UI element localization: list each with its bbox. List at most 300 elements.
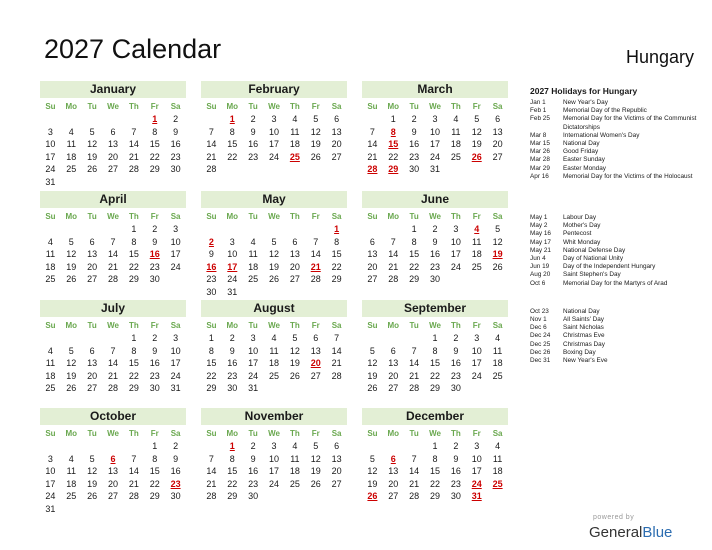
day-cell: 18 bbox=[66, 151, 77, 162]
holiday-item bbox=[530, 148, 700, 156]
holiday-name: Mother's Day bbox=[563, 222, 601, 230]
holiday-date: May 2 bbox=[530, 222, 548, 230]
day-cell: 12 bbox=[87, 139, 98, 150]
day-cell: 4 bbox=[68, 126, 74, 137]
day-cell: 27 bbox=[331, 478, 342, 489]
month-september bbox=[362, 300, 508, 395]
day-cell: 27 bbox=[367, 274, 378, 285]
day-cell-empty bbox=[103, 332, 124, 345]
weekday-label: Sa bbox=[170, 102, 181, 111]
holiday-list bbox=[530, 86, 700, 365]
holiday-name: Easter Monday bbox=[563, 164, 606, 172]
holiday-name: Day of the Independent Hungary bbox=[563, 263, 656, 271]
weekday-label: Tu bbox=[409, 429, 419, 438]
day-cell: 14 bbox=[206, 466, 217, 477]
day-cell: 11 bbox=[66, 139, 76, 150]
day-cell: 26 bbox=[66, 383, 77, 394]
holiday-name: National Defense Day bbox=[563, 246, 626, 254]
weekday-label: Tu bbox=[87, 212, 97, 221]
holiday-name: Good Friday bbox=[563, 148, 599, 156]
day-cell: 21 bbox=[367, 151, 378, 162]
day-cell: 21 bbox=[206, 151, 217, 162]
day-cell: 18 bbox=[492, 466, 503, 477]
holiday-name: Memorial Day for the Martyrs of Arad bbox=[563, 279, 668, 287]
day-grid bbox=[201, 440, 347, 503]
day-cell: 11 bbox=[290, 453, 300, 464]
day-cell: 1 bbox=[411, 224, 417, 234]
day-cell: 23 bbox=[149, 370, 160, 381]
weekday-label: Mo bbox=[226, 429, 239, 438]
day-grid bbox=[201, 113, 347, 176]
day-cell: 22 bbox=[149, 151, 160, 162]
day-cell: 8 bbox=[131, 345, 137, 356]
day-cell: 25 bbox=[45, 383, 56, 394]
weekday-label: Sa bbox=[492, 212, 503, 221]
weekday-label: Su bbox=[45, 321, 56, 330]
day-cell: 30 bbox=[409, 164, 420, 175]
day-cell: 20 bbox=[87, 370, 98, 381]
day-cell: 28 bbox=[206, 164, 217, 175]
holiday-day-cell: 29 bbox=[388, 164, 399, 175]
weekday-label: Mo bbox=[226, 212, 239, 221]
day-cell: 14 bbox=[128, 466, 139, 477]
holiday-day-cell: 20 bbox=[310, 358, 321, 369]
day-cell-empty bbox=[201, 113, 222, 126]
day-cell: 17 bbox=[269, 466, 280, 477]
holiday-date: Jan 1 bbox=[530, 99, 546, 106]
day-cell: 2 bbox=[173, 441, 179, 451]
day-cell: 9 bbox=[152, 345, 158, 356]
day-cell: 12 bbox=[310, 126, 321, 137]
day-cell-empty bbox=[305, 223, 326, 236]
holiday-item bbox=[530, 255, 700, 263]
day-cell: 12 bbox=[367, 466, 378, 477]
weekday-label: We bbox=[429, 212, 441, 221]
day-cell: 20 bbox=[367, 261, 378, 272]
day-cell: 4 bbox=[292, 441, 298, 451]
holiday-item bbox=[530, 316, 700, 324]
day-cell: 24 bbox=[450, 261, 461, 272]
day-cell: 27 bbox=[310, 370, 321, 381]
weekday-label: Tu bbox=[87, 429, 97, 438]
holiday-item bbox=[530, 271, 700, 279]
weekday-header bbox=[362, 427, 508, 440]
day-cell: 20 bbox=[289, 261, 300, 272]
day-cell: 31 bbox=[45, 503, 56, 514]
day-cell: 11 bbox=[492, 453, 503, 464]
day-cell: 16 bbox=[149, 358, 160, 369]
holiday-date: Dec 31 bbox=[530, 357, 551, 365]
day-cell: 7 bbox=[110, 236, 116, 247]
weekday-label: Th bbox=[128, 321, 139, 330]
day-cell: 1 bbox=[432, 333, 438, 343]
holiday-day-cell: 16 bbox=[149, 249, 160, 260]
day-cell: 25 bbox=[289, 478, 300, 489]
day-cell: 26 bbox=[310, 478, 321, 489]
day-cell: 15 bbox=[206, 358, 217, 369]
day-cell: 5 bbox=[89, 126, 95, 137]
day-cell-empty bbox=[243, 223, 264, 236]
day-cell: 5 bbox=[68, 236, 74, 247]
holiday-date: May 16 bbox=[530, 230, 551, 238]
holiday-date: Mar 26 bbox=[530, 148, 550, 156]
weekday-label: Su bbox=[45, 429, 56, 438]
day-cell: 1 bbox=[131, 333, 137, 343]
day-cell: 30 bbox=[248, 491, 259, 502]
weekday-label: Sa bbox=[170, 212, 181, 221]
day-cell: 23 bbox=[450, 478, 461, 489]
day-cell: 21 bbox=[108, 261, 119, 272]
day-cell: 4 bbox=[495, 333, 501, 343]
day-cell: 20 bbox=[388, 478, 399, 489]
day-cell: 6 bbox=[292, 236, 298, 247]
day-cell: 9 bbox=[250, 453, 256, 464]
day-cell: 5 bbox=[313, 114, 319, 124]
day-cell: 14 bbox=[128, 139, 139, 150]
day-cell: 28 bbox=[206, 491, 217, 502]
holiday-date: Oct 23 bbox=[530, 307, 549, 315]
day-cell: 28 bbox=[128, 164, 139, 175]
day-cell: 3 bbox=[271, 114, 277, 124]
holiday-day-cell: 24 bbox=[471, 478, 482, 489]
holiday-item bbox=[530, 132, 700, 140]
day-cell: 13 bbox=[108, 466, 119, 477]
day-cell: 29 bbox=[430, 383, 441, 394]
day-cell: 9 bbox=[173, 453, 179, 464]
day-cell: 2 bbox=[411, 114, 417, 124]
holiday-day-cell: 2 bbox=[208, 236, 214, 247]
holiday-item bbox=[530, 107, 700, 115]
month-january bbox=[40, 81, 186, 189]
weekday-label: Su bbox=[45, 102, 56, 111]
day-grid bbox=[362, 223, 508, 286]
day-cell: 26 bbox=[87, 164, 98, 175]
day-cell-empty bbox=[103, 223, 124, 236]
day-cell: 20 bbox=[108, 478, 119, 489]
day-grid bbox=[362, 332, 508, 395]
weekday-label: We bbox=[268, 102, 280, 111]
weekday-label: Mo bbox=[65, 102, 78, 111]
day-cell: 12 bbox=[269, 249, 280, 260]
day-cell: 3 bbox=[474, 333, 480, 343]
day-grid bbox=[40, 440, 186, 516]
day-cell: 13 bbox=[367, 249, 378, 260]
day-cell: 10 bbox=[170, 345, 181, 356]
day-cell: 19 bbox=[367, 370, 378, 381]
weekday-label: Fr bbox=[150, 212, 159, 221]
holiday-list-title: 2027 Holidays for Hungary bbox=[530, 86, 638, 96]
day-cell: 25 bbox=[66, 491, 77, 502]
holiday-date: Dec 26 bbox=[530, 348, 551, 356]
weekday-label: Su bbox=[367, 102, 378, 111]
day-cell: 24 bbox=[430, 151, 441, 162]
weekday-label: Th bbox=[450, 212, 461, 221]
weekday-label: Fr bbox=[472, 321, 481, 330]
day-cell: 11 bbox=[45, 249, 56, 260]
day-cell: 6 bbox=[110, 126, 116, 137]
day-cell: 25 bbox=[492, 370, 503, 381]
weekday-label: Su bbox=[206, 429, 217, 438]
day-cell: 26 bbox=[87, 491, 98, 502]
weekday-label: Tu bbox=[87, 321, 97, 330]
day-cell-empty bbox=[40, 113, 61, 126]
day-cell-empty bbox=[284, 223, 305, 236]
day-cell: 24 bbox=[471, 370, 482, 381]
weekday-header bbox=[40, 100, 186, 113]
day-cell: 29 bbox=[227, 491, 238, 502]
day-cell: 4 bbox=[250, 236, 256, 247]
day-cell: 10 bbox=[471, 345, 482, 356]
holiday-day-cell: 1 bbox=[152, 114, 158, 124]
day-cell: 21 bbox=[409, 370, 420, 381]
day-cell: 1 bbox=[152, 441, 158, 451]
day-cell: 4 bbox=[47, 345, 53, 356]
day-cell: 16 bbox=[248, 139, 259, 150]
day-cell: 8 bbox=[152, 126, 158, 137]
day-cell: 7 bbox=[334, 333, 340, 343]
day-cell: 5 bbox=[292, 333, 298, 343]
day-cell: 20 bbox=[331, 466, 342, 477]
day-cell: 24 bbox=[269, 151, 280, 162]
day-cell: 5 bbox=[369, 453, 375, 464]
day-cell: 29 bbox=[128, 383, 139, 394]
day-cell-empty bbox=[103, 440, 124, 453]
day-cell: 22 bbox=[331, 261, 342, 272]
weekday-label: Th bbox=[450, 429, 461, 438]
day-cell: 30 bbox=[170, 491, 181, 502]
day-cell: 11 bbox=[451, 126, 461, 137]
holiday-date: Dec 6 bbox=[530, 324, 547, 332]
holiday-item bbox=[530, 115, 700, 131]
holiday-name: Saint Nicholas bbox=[563, 324, 604, 332]
weekday-label: Tu bbox=[409, 102, 419, 111]
day-cell: 14 bbox=[367, 139, 378, 150]
day-cell: 4 bbox=[47, 236, 53, 247]
weekday-header bbox=[40, 210, 186, 223]
day-cell: 26 bbox=[289, 370, 300, 381]
weekday-label: Su bbox=[367, 429, 378, 438]
day-cell: 27 bbox=[87, 274, 98, 285]
weekday-label: Sa bbox=[492, 102, 503, 111]
holiday-day-cell: 8 bbox=[390, 126, 396, 137]
day-cell: 3 bbox=[47, 126, 53, 137]
weekday-label: Su bbox=[45, 212, 56, 221]
day-cell: 25 bbox=[450, 151, 461, 162]
holiday-name: Memorial Day for the Victims of the Communist Dictatorships bbox=[563, 115, 697, 131]
day-cell: 16 bbox=[170, 466, 181, 477]
holiday-name: All Saints' Day bbox=[563, 316, 604, 324]
day-cell: 3 bbox=[474, 441, 480, 451]
day-cell: 5 bbox=[313, 441, 319, 451]
day-cell: 2 bbox=[250, 441, 256, 451]
day-cell: 11 bbox=[45, 358, 56, 369]
day-cell: 6 bbox=[334, 441, 340, 451]
day-cell: 6 bbox=[89, 345, 95, 356]
holiday-item bbox=[530, 247, 700, 255]
day-cell: 31 bbox=[170, 383, 181, 394]
day-cell: 7 bbox=[131, 453, 137, 464]
holiday-item bbox=[530, 263, 700, 271]
weekday-label: Sa bbox=[331, 102, 342, 111]
holiday-name: Christmas Day bbox=[563, 340, 605, 348]
day-cell: 8 bbox=[411, 236, 417, 247]
month-november bbox=[201, 408, 347, 503]
day-cell-empty bbox=[201, 440, 222, 453]
weekday-label: Th bbox=[450, 102, 461, 111]
day-cell: 23 bbox=[149, 261, 160, 272]
day-cell: 21 bbox=[206, 478, 217, 489]
weekday-label: Sa bbox=[170, 321, 181, 330]
day-cell: 2 bbox=[250, 114, 256, 124]
day-cell: 5 bbox=[474, 114, 480, 124]
day-cell: 28 bbox=[310, 274, 321, 285]
day-cell: 17 bbox=[430, 139, 441, 150]
day-cell-empty bbox=[123, 440, 144, 453]
holiday-name: Easter Sunday bbox=[563, 156, 605, 164]
day-cell: 12 bbox=[471, 126, 482, 137]
day-cell: 3 bbox=[432, 114, 438, 124]
day-cell: 20 bbox=[331, 139, 342, 150]
holiday-date: Mar 8 bbox=[530, 131, 547, 139]
weekday-label: Mo bbox=[65, 212, 78, 221]
day-cell: 21 bbox=[388, 261, 399, 272]
day-cell: 19 bbox=[310, 139, 321, 150]
day-cell: 25 bbox=[66, 164, 77, 175]
holiday-name: New Year's Eve bbox=[563, 357, 608, 365]
day-cell: 10 bbox=[471, 453, 482, 464]
day-cell: 23 bbox=[206, 274, 217, 285]
day-cell: 8 bbox=[334, 236, 340, 247]
day-cell: 13 bbox=[310, 345, 321, 356]
powered-by-text: powered by bbox=[593, 514, 635, 521]
holiday-name: Memorial Day of the Republic bbox=[563, 107, 647, 115]
day-cell: 14 bbox=[331, 345, 342, 356]
day-cell: 29 bbox=[409, 274, 420, 285]
day-cell: 23 bbox=[248, 151, 259, 162]
day-cell: 5 bbox=[369, 345, 375, 356]
day-cell: 22 bbox=[227, 478, 238, 489]
holiday-item bbox=[530, 156, 700, 164]
day-cell: 1 bbox=[432, 441, 438, 451]
day-cell: 20 bbox=[87, 261, 98, 272]
day-cell: 22 bbox=[430, 370, 441, 381]
day-cell: 16 bbox=[430, 249, 441, 260]
day-cell: 9 bbox=[453, 453, 459, 464]
day-cell: 11 bbox=[472, 236, 482, 247]
weekday-label: Mo bbox=[226, 321, 239, 330]
day-cell-empty bbox=[40, 332, 61, 345]
holiday-name: National Day bbox=[563, 140, 600, 148]
weekday-label: Fr bbox=[311, 212, 320, 221]
weekday-label: Fr bbox=[150, 321, 159, 330]
day-cell: 9 bbox=[250, 126, 256, 137]
month-title: May bbox=[201, 191, 347, 208]
day-cell: 30 bbox=[430, 274, 441, 285]
day-cell: 24 bbox=[269, 478, 280, 489]
holiday-list-spacer bbox=[530, 288, 700, 308]
holiday-item bbox=[530, 324, 700, 332]
day-cell: 29 bbox=[128, 274, 139, 285]
day-cell: 13 bbox=[289, 249, 300, 260]
weekday-label: We bbox=[107, 102, 119, 111]
day-cell-empty bbox=[82, 332, 103, 345]
day-cell: 25 bbox=[269, 370, 280, 381]
day-cell: 8 bbox=[208, 345, 214, 356]
day-cell: 18 bbox=[471, 249, 482, 260]
day-grid bbox=[201, 223, 347, 299]
holiday-day-cell: 25 bbox=[289, 151, 300, 162]
weekday-header bbox=[201, 100, 347, 113]
weekday-label: Fr bbox=[311, 429, 320, 438]
day-cell: 10 bbox=[45, 139, 56, 150]
holiday-item bbox=[530, 140, 700, 148]
weekday-label: Mo bbox=[387, 102, 400, 111]
brand-logo bbox=[589, 524, 672, 541]
day-cell: 10 bbox=[45, 466, 56, 477]
weekday-label: Tu bbox=[248, 429, 258, 438]
day-cell-empty bbox=[201, 223, 222, 236]
day-cell: 12 bbox=[66, 249, 77, 260]
day-cell-empty bbox=[404, 440, 425, 453]
holiday-name: Saint Stephen's Day bbox=[563, 271, 621, 279]
day-cell: 30 bbox=[227, 383, 238, 394]
day-cell: 25 bbox=[248, 274, 259, 285]
day-cell: 21 bbox=[108, 370, 119, 381]
day-cell: 23 bbox=[227, 370, 238, 381]
day-cell-empty bbox=[61, 332, 82, 345]
day-cell: 15 bbox=[149, 139, 160, 150]
holiday-item bbox=[530, 165, 700, 173]
day-cell: 7 bbox=[110, 345, 116, 356]
weekday-label: We bbox=[429, 102, 441, 111]
day-cell: 25 bbox=[45, 274, 56, 285]
weekday-label: We bbox=[429, 429, 441, 438]
day-cell: 25 bbox=[471, 261, 482, 272]
day-cell: 14 bbox=[310, 249, 321, 260]
day-cell: 28 bbox=[331, 370, 342, 381]
day-cell: 7 bbox=[313, 236, 319, 247]
weekday-label: Tu bbox=[409, 212, 419, 221]
day-cell: 2 bbox=[152, 333, 158, 343]
day-cell: 3 bbox=[47, 453, 53, 464]
day-cell: 12 bbox=[310, 453, 321, 464]
day-cell: 23 bbox=[409, 151, 420, 162]
holiday-day-cell: 25 bbox=[492, 478, 503, 489]
weekday-label: Su bbox=[206, 212, 217, 221]
day-cell: 8 bbox=[432, 453, 438, 464]
day-cell: 7 bbox=[411, 453, 417, 464]
holiday-date: May 17 bbox=[530, 238, 551, 246]
holiday-date: Jun 4 bbox=[530, 255, 546, 263]
holiday-name: Labour Day bbox=[563, 214, 597, 222]
day-cell: 1 bbox=[131, 224, 137, 234]
holiday-name: National Day bbox=[563, 307, 600, 315]
day-cell: 27 bbox=[388, 491, 399, 502]
holiday-item bbox=[530, 214, 700, 222]
holiday-date: Feb 25 bbox=[530, 115, 550, 123]
holiday-name: Whit Monday bbox=[563, 238, 601, 246]
holiday-day-cell: 17 bbox=[227, 261, 238, 272]
day-cell: 30 bbox=[149, 274, 160, 285]
day-cell: 24 bbox=[45, 164, 56, 175]
holiday-date: Nov 1 bbox=[530, 316, 547, 324]
day-cell: 27 bbox=[289, 274, 300, 285]
page-title: 2027 Calendar bbox=[44, 34, 222, 64]
holiday-item bbox=[530, 349, 700, 357]
day-cell: 13 bbox=[108, 139, 119, 150]
day-cell-empty bbox=[123, 113, 144, 126]
weekday-label: Sa bbox=[331, 321, 342, 330]
